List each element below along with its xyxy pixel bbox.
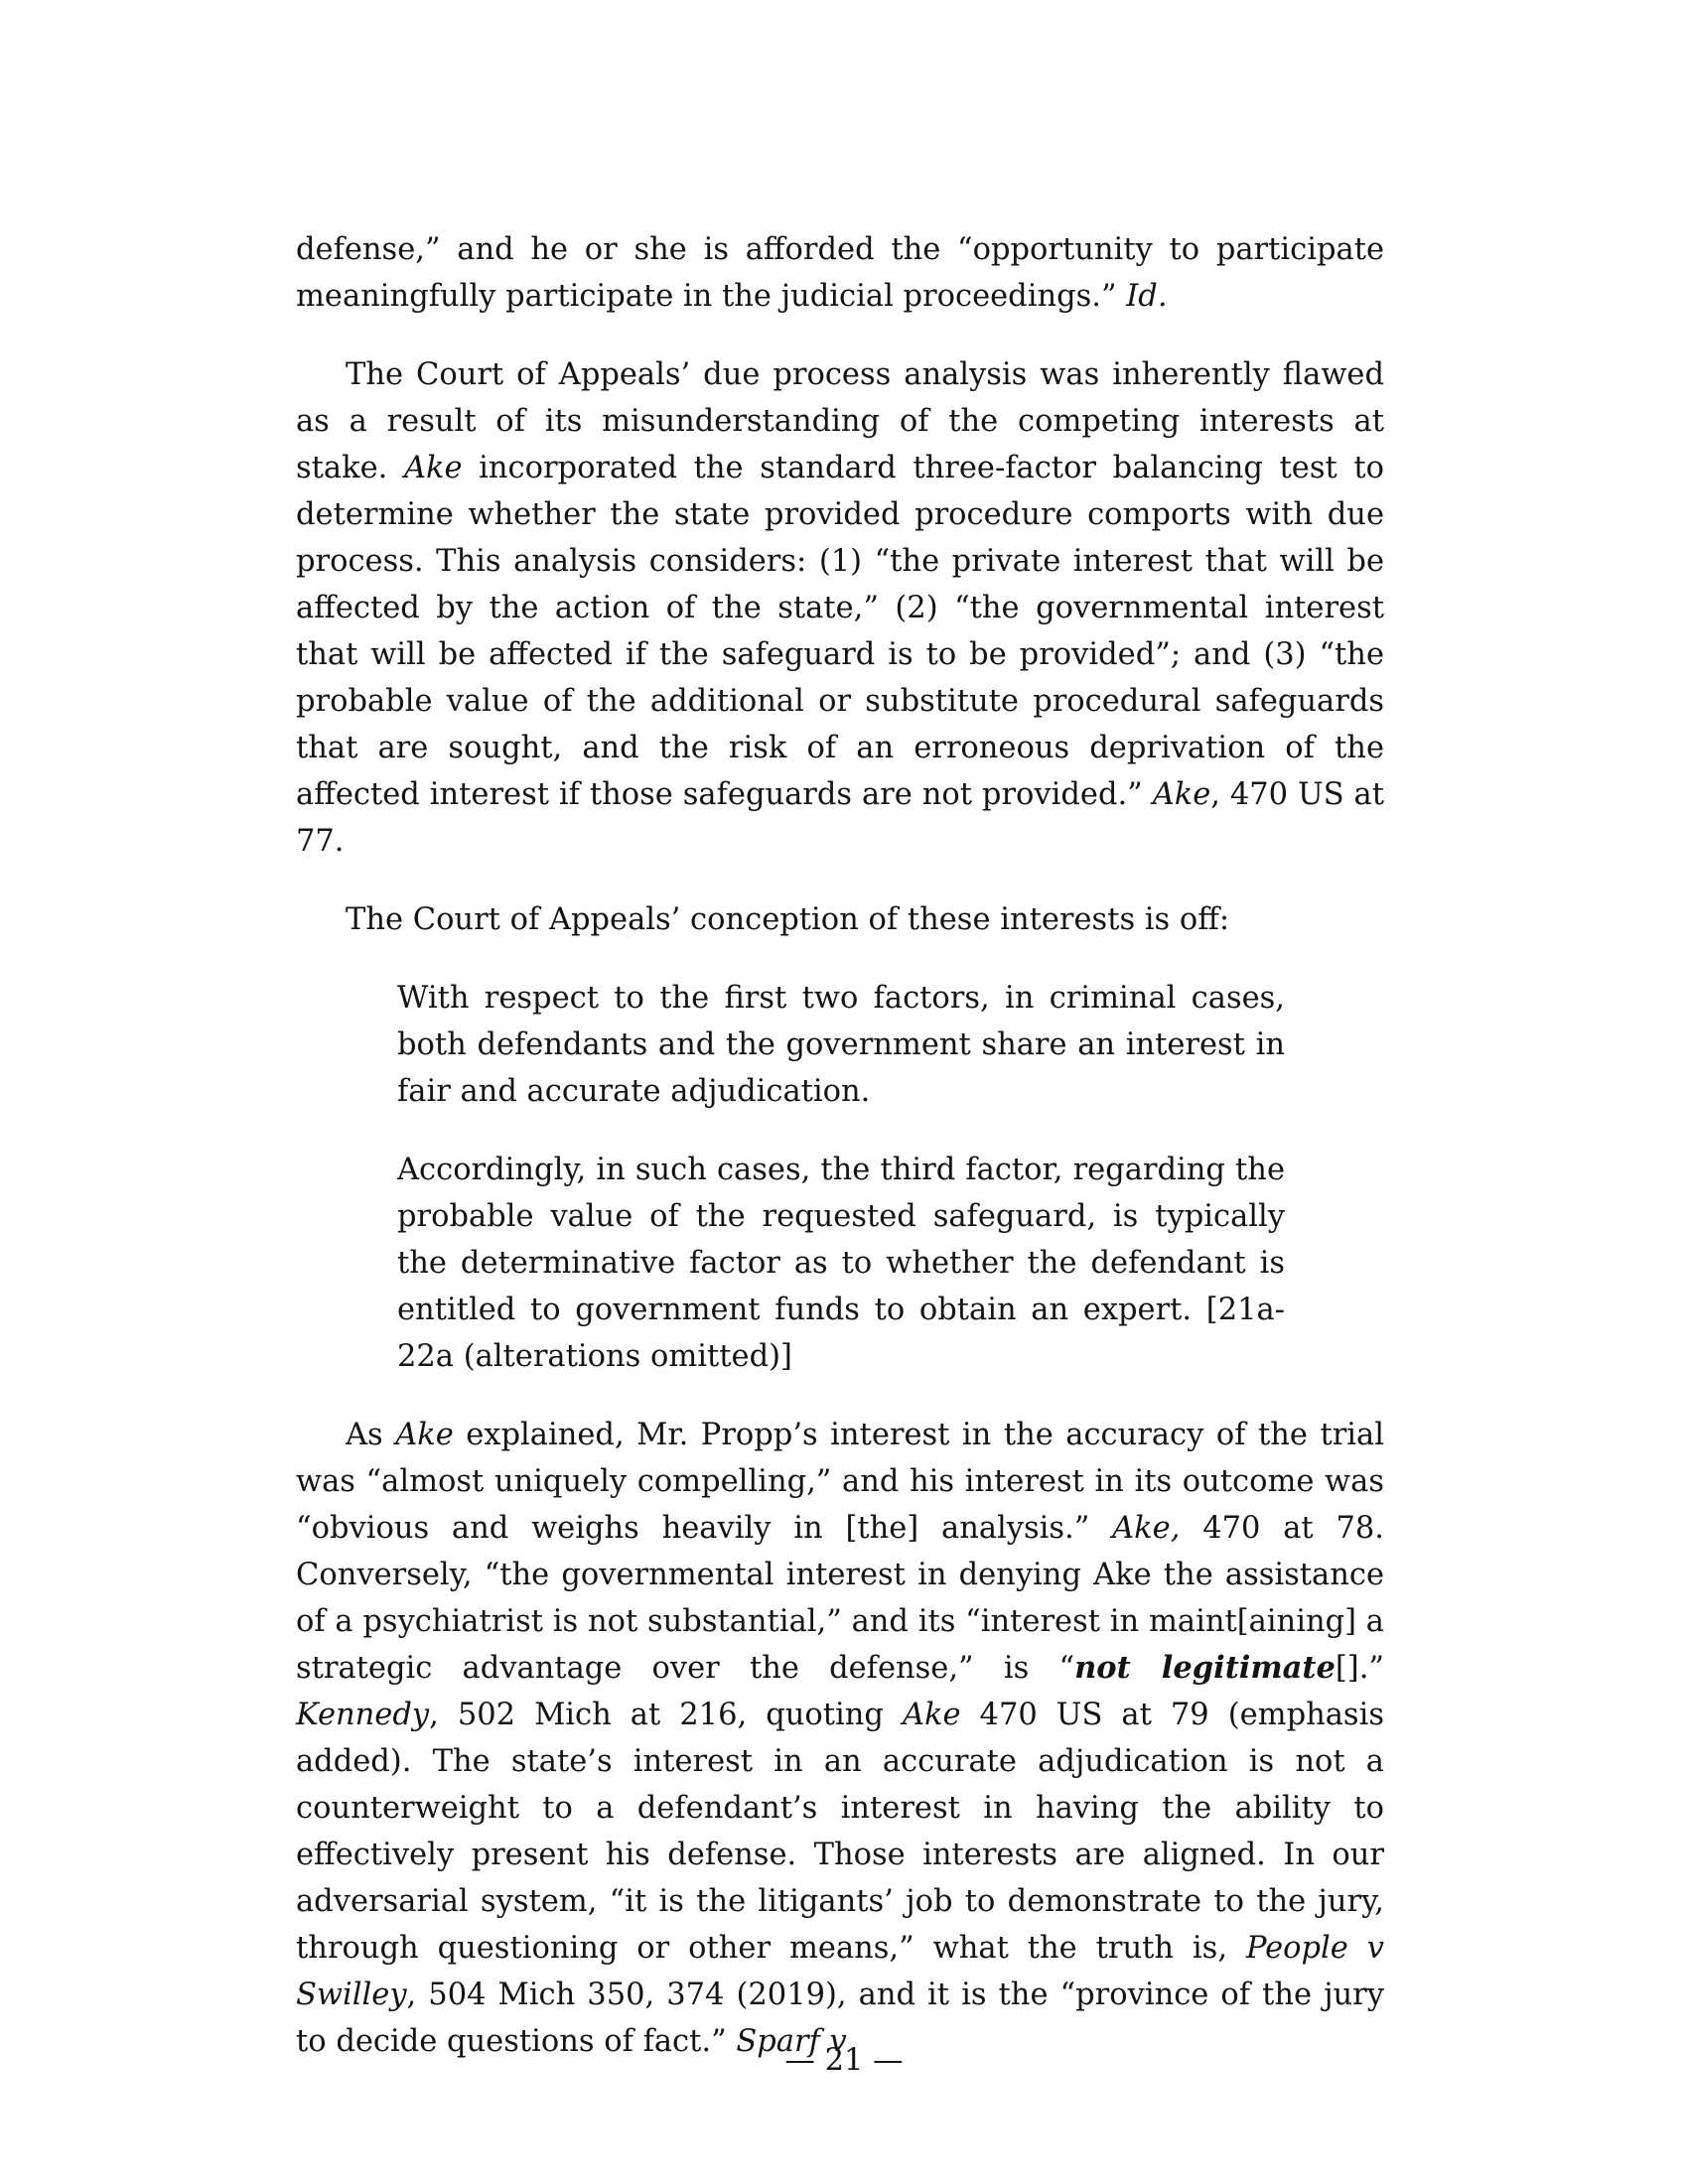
text-run: explained, Mr. Propp’s interest in the accuracy of the trial was “almost uniquely compelling,” and his interest in its outcome was “obvious and weighs heavily in [the] analysis.”: [296, 1418, 1384, 1546]
text-run: The Court of Appeals’ due process analysis was inherently flawed as a result of its misunderstanding of the competing interests at stake.: [296, 357, 1384, 485]
case-name-ake: Ake: [1152, 777, 1211, 812]
paragraph-1: [296, 226, 1384, 320]
text-run: 470 at 78. Conversely, “the governmental interest in denying Ake the assistance of a psychiatrist is not substantial,” and its “interest in maint[aining] a strategic advantage over the defense,” is “: [296, 1511, 1384, 1686]
emphasis-not-legitimate: not legitimate: [1074, 1650, 1336, 1686]
text-run: incorporated the standard three-factor balancing test to determine whether the state provided procedure comports with due process. This analysis considers: (1) “the private interest that will be affected by the action of the state,” (2) “the governmental interest that will be affected if the safeguard is to be provided”; and (3) “the probable value of the additional or substitute procedural safeguards that are sought, and the risk of an erroneous deprivation of the affected interest if those safeguards are not provided.”: [296, 451, 1384, 812]
block-quote-paragraph-2: Accordingly, in such cases, the third factor, regarding the probable value of the requested safeguard, is typically the determinative factor as to whether the defendant is entitled to government funds to obtain an expert. [21a-22a (alterations omitted)]: [397, 1153, 1285, 1374]
text-run: , 502 Mich at 216, quoting: [429, 1698, 903, 1732]
paragraph-2: [296, 351, 1384, 865]
citation-id: Id.: [1126, 279, 1168, 314]
text-run: , 470 US at 77.: [296, 777, 1384, 859]
page-number: — 21 —: [784, 2043, 904, 2078]
paragraph-3: The Court of Appeals’ conception of these interests is off:: [346, 902, 1230, 937]
case-name-ake: Ake: [902, 1698, 961, 1732]
paragraph-4: [296, 1412, 1384, 2065]
case-name-ake: Ake: [403, 451, 463, 485]
text-run: 470 US at 79 (emphasis added). The state’s interest in an accurate adjudication is not a counterweight to a defendant’s interest in having the ability to effectively present his defense. Those interests are aligned. In our adversarial system, “it is the litigants’ job to demonstrate to the jury, through questioning or other means,” what the truth is,: [296, 1698, 1384, 1966]
case-name-ake: Ake: [395, 1418, 454, 1452]
text-run: , 504 Mich 350, 374 (2019), and it is the “province of the jury to decide questions of fact.”: [296, 1978, 1384, 2059]
text-run: [].”: [1335, 1651, 1384, 1686]
case-name-sparf: Sparf v: [736, 2024, 847, 2059]
case-name-kennedy: Kennedy: [296, 1698, 430, 1732]
document-body: [296, 226, 1384, 2065]
text-run: defense,” and he or she is afforded the “opportunity to participate meaningfully participate in the judicial proceedings.”: [296, 232, 1384, 314]
block-quote: [397, 975, 1285, 1380]
block-quote-paragraph-1: With respect to the first two factors, in criminal cases, both defendants and the government share an interest in fair and accurate adjudication.: [397, 981, 1285, 1109]
case-name-swilley: People v Swilley: [296, 1931, 1384, 2012]
text-run: As: [346, 1418, 396, 1452]
case-name-ake: Ake,: [1112, 1511, 1181, 1546]
